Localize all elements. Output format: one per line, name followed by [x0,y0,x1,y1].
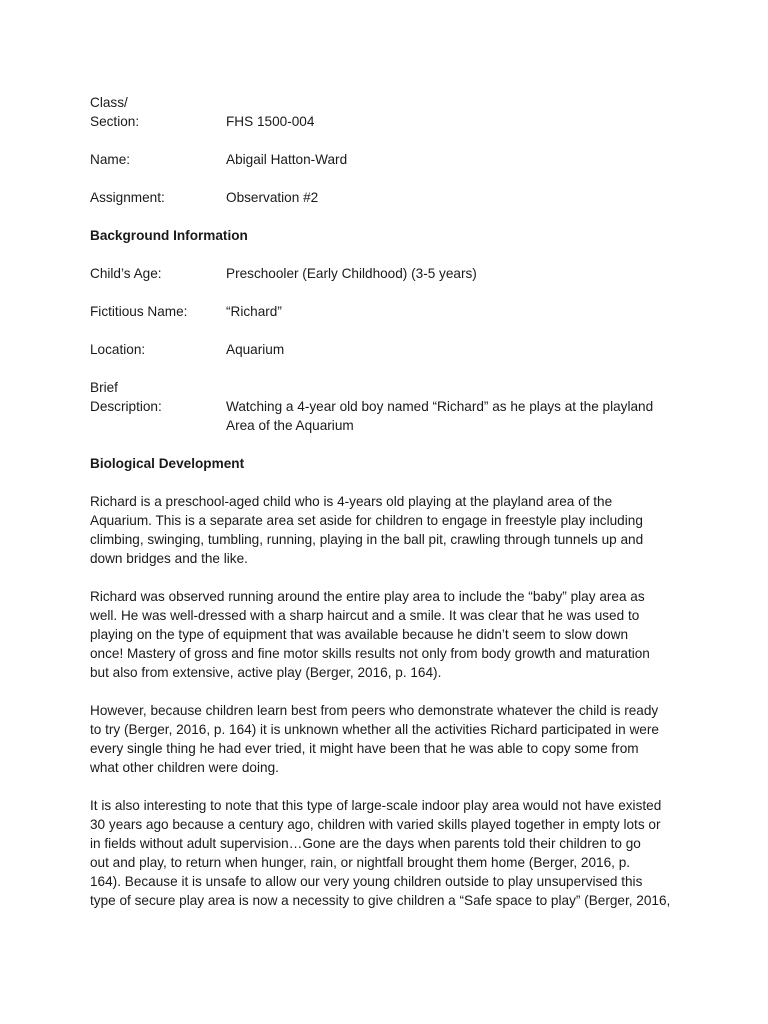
field-label: Child’s Age: [90,266,162,281]
field-label: Brief Description: [90,380,162,414]
field-label: Assignment: [90,190,165,205]
field-label: Fictitious Name: [90,304,188,319]
field-brief-description [90,378,690,435]
document-page [90,93,690,929]
section-heading-background: Background Information [90,228,248,243]
field-value: “Richard” [226,304,282,319]
field-location [90,340,690,359]
field-value: Preschooler (Early Childhood) (3-5 years) [226,266,477,281]
field-label: Class/ Section: [90,95,140,129]
field-value: Observation #2 [226,190,319,205]
field-assignment [90,188,690,207]
paragraph: It is also interesting to note that this type of large-scale indoor play area would not have existed 30 years ago because a century ago, children with varied skills played together in empty lots or in fields without adult supervision…Gone are the days when parents told their children to go out and play, to return when hunger, rain, or nightfall brought them home (Berger, 2016, p. 164). Because it is unsafe to allow our very young children outside to play unsupervised this type of secure play area is now a necessity to give children a “Safe space to play” (Berger, 2016, [90,798,671,908]
field-label: Name: [90,152,131,167]
field-value: Abigail Hatton-Ward [226,152,348,167]
paragraph: Richard is a preschool-aged child who is 4-years old playing at the playland area of the Aquarium. This is a separate area set aside for children to engage in freestyle play including climbing, swinging, tumbling, running, playing in the ball pit, crawling through tunnels up and down bridges and the like. [90,494,644,566]
paragraph: Richard was observed running around the entire play area to include the “baby” play area as well. He was well-dressed with a sharp haircut and a smile. It was clear that he was used to playing on the type of equipment that was available because he didn’t seem to slow down once! Mastery of gross and fine motor skills results not only from body growth and maturation but also from extensive, active play (Berger, 2016, p. 164). [90,589,650,680]
field-value: Watching a 4-year old boy named “Richard” as he plays at the playland Area of the Aquarium [226,399,654,433]
paragraph: However, because children learn best from peers who demonstrate whatever the child is ready to try (Berger, 2016, p. 164) it is unknown whether all the activities Richard participated in were every single thing he had ever tried, it might have been that he was able to copy some from what other children were doing. [90,703,659,775]
field-childs-age [90,264,690,283]
field-fictitious-name [90,302,690,321]
field-class-section [90,93,690,131]
field-name [90,150,690,169]
field-label: Location: [90,342,146,357]
field-value: Aquarium [226,342,285,357]
section-heading-biological: Biological Development [90,456,245,471]
field-value: FHS 1500-004 [226,114,315,129]
